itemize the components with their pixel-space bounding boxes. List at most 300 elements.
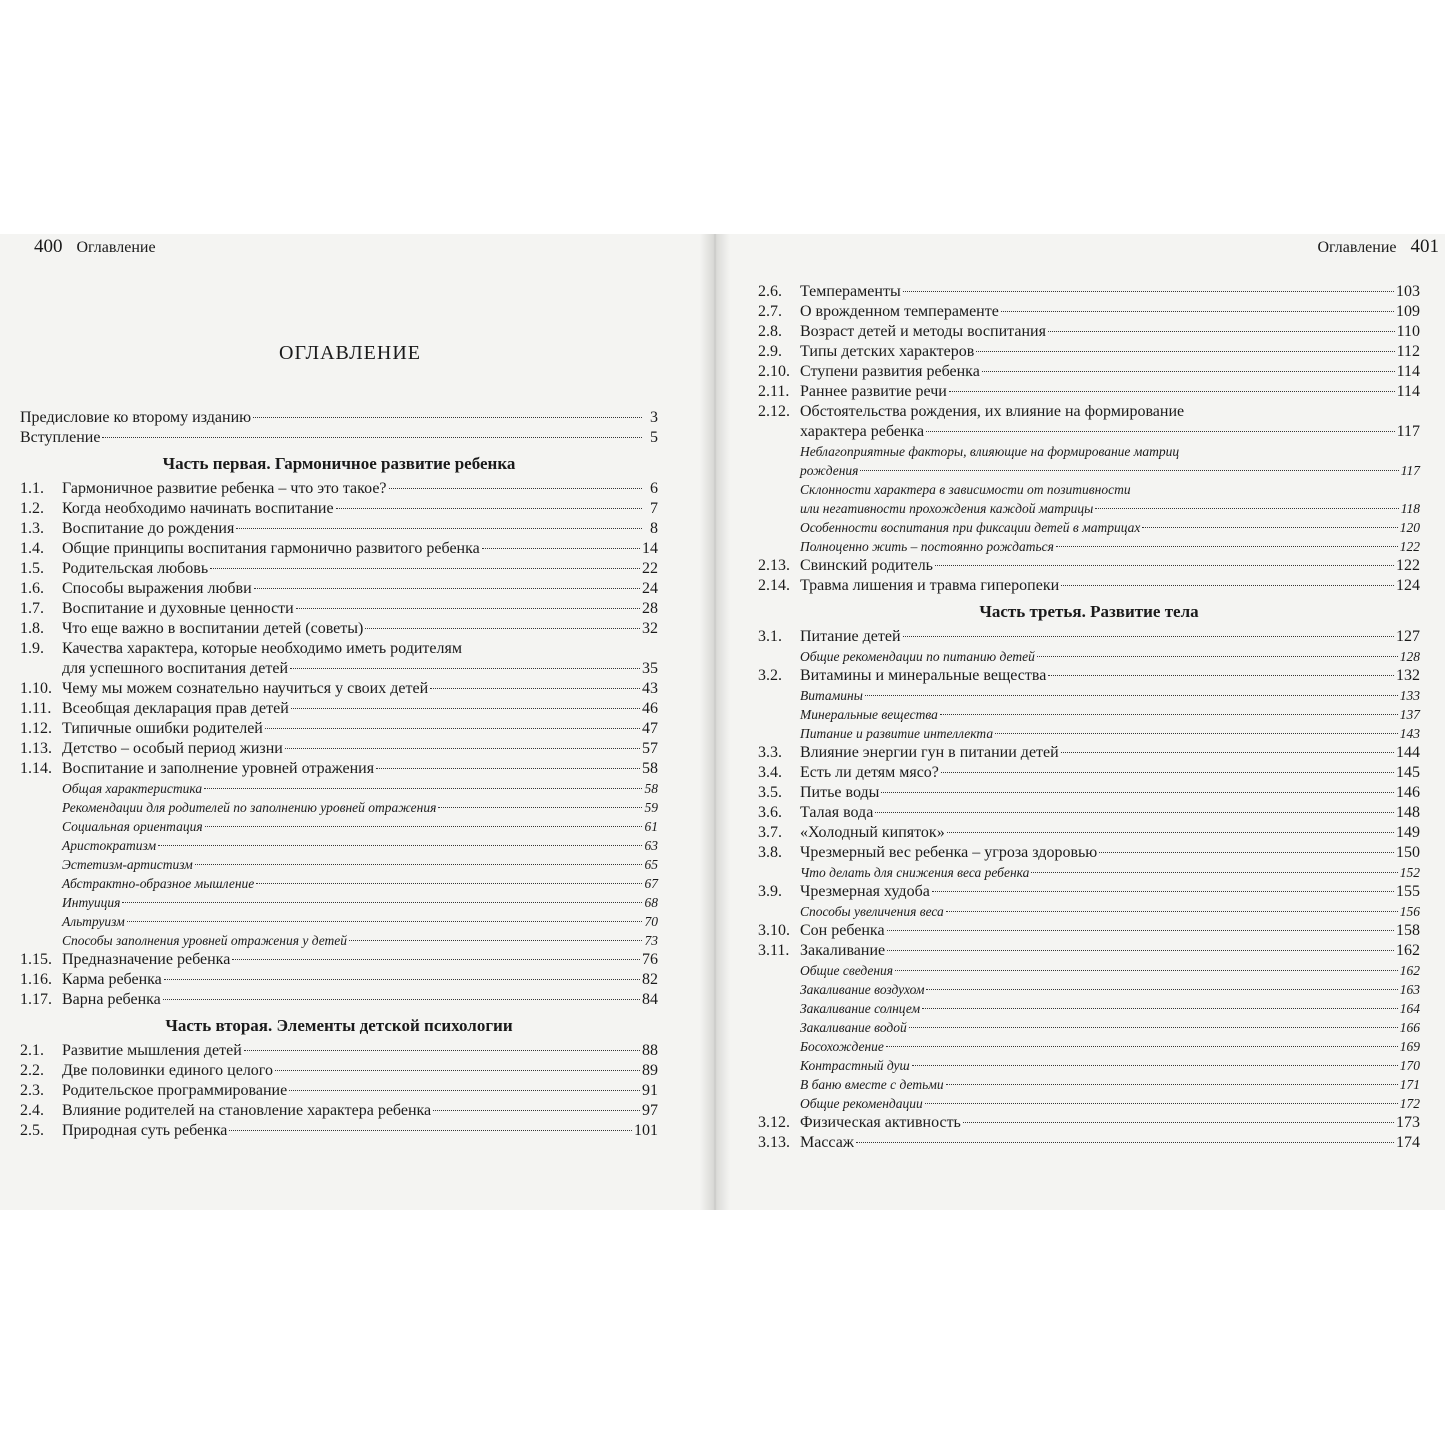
dot-leader xyxy=(232,959,640,960)
entry-page: 43 xyxy=(642,680,658,697)
entry-number: 2.1. xyxy=(20,1042,44,1059)
entry-page: 61 xyxy=(644,819,658,834)
entry-page: 172 xyxy=(1399,1096,1420,1111)
entry-page: 163 xyxy=(1399,982,1420,997)
toc-entry xyxy=(20,499,658,519)
entry-title: Общие рекомендации по питанию детей xyxy=(800,649,1035,664)
toc-subentry xyxy=(758,518,1420,537)
toc-entry xyxy=(20,559,658,579)
entry-page: 137 xyxy=(1399,707,1420,722)
entry-page: 82 xyxy=(642,971,658,988)
dot-leader xyxy=(935,565,1394,566)
toc-subentry xyxy=(758,961,1420,980)
entry-number: 2.11. xyxy=(758,383,790,400)
entry-title: Чрезмерный вес ребенка – угроза здоровью xyxy=(800,844,1098,861)
toc-entry xyxy=(20,699,658,719)
toc-subentry xyxy=(20,893,658,912)
toc-entry xyxy=(20,990,658,1010)
entry-page: 122 xyxy=(1396,557,1420,574)
toc-entry xyxy=(758,282,1420,302)
dot-leader xyxy=(941,772,1394,773)
entry-title: Витамины и минеральные вещества xyxy=(800,667,1047,684)
entry-number: 1.11. xyxy=(20,700,52,717)
left-toc xyxy=(20,408,658,1141)
entry-title: Обстоятельства рождения, их влияние на формирование xyxy=(800,403,1185,420)
dot-leader xyxy=(127,921,642,922)
entry-number: 3.12. xyxy=(758,1114,790,1131)
entry-page: 76 xyxy=(642,951,658,968)
dot-leader xyxy=(1001,311,1394,312)
entry-number: 2.7. xyxy=(758,303,782,320)
entry-title: Качества характера, которые необходимо иметь родителям xyxy=(62,640,462,657)
entry-title: Особенности воспитания при фиксации детей в матрицах xyxy=(800,520,1141,535)
entry-number: 3.2. xyxy=(758,667,782,684)
toc-entry xyxy=(758,302,1420,322)
entry-page: 174 xyxy=(1396,1134,1420,1151)
right-toc xyxy=(758,282,1420,1153)
entry-title: Типы детских характеров xyxy=(800,343,975,360)
entry-number: 2.12. xyxy=(758,403,790,420)
toc-entry xyxy=(20,479,658,499)
entry-number: 1.4. xyxy=(20,540,44,557)
toc-subentry xyxy=(20,836,658,855)
entry-number: 3.5. xyxy=(758,784,782,801)
dot-leader xyxy=(926,431,1395,432)
dot-leader xyxy=(932,891,1394,892)
dot-leader xyxy=(881,792,1394,793)
left-page-number: 400 xyxy=(34,236,63,257)
entry-page: 158 xyxy=(1396,922,1420,939)
entry-title: Закаливание воздухом xyxy=(800,982,925,997)
toc-subentry xyxy=(758,1075,1420,1094)
dot-leader xyxy=(995,733,1398,734)
entry-page: 58 xyxy=(644,781,658,796)
entry-page: 47 xyxy=(642,720,658,737)
entry-title: Гармоничное развитие ребенка – что это такое? xyxy=(62,480,387,497)
entry-page: 73 xyxy=(644,933,658,948)
dot-leader xyxy=(244,1050,640,1051)
entry-title: Развитие мышления детей xyxy=(62,1042,242,1059)
toc-entry xyxy=(758,627,1420,647)
entry-page: 35 xyxy=(642,660,658,677)
entry-title: Раннее развитие речи xyxy=(800,383,947,400)
dot-leader xyxy=(210,568,640,569)
entry-page: 5 xyxy=(650,429,658,446)
entry-title: Витамины xyxy=(800,688,863,703)
toc-subentry xyxy=(758,1037,1420,1056)
entry-number: 2.10. xyxy=(758,363,790,380)
entry-number: 2.4. xyxy=(20,1102,44,1119)
entry-title: Закаливание xyxy=(800,942,886,959)
toc-entry-continuation xyxy=(758,499,1420,518)
entry-page: 120 xyxy=(1399,520,1420,535)
entry-title-continuation: характера ребенка xyxy=(800,423,925,440)
toc-entry xyxy=(758,556,1420,576)
dot-leader xyxy=(254,588,640,589)
entry-title: Сон ребенка xyxy=(800,922,885,939)
entry-number: 3.11. xyxy=(758,942,790,959)
entry-page: 70 xyxy=(644,914,658,929)
entry-page: 171 xyxy=(1399,1077,1420,1092)
entry-title: Две половинки единого целого xyxy=(62,1062,273,1079)
toc-entry xyxy=(20,1061,658,1081)
dot-leader xyxy=(860,470,1398,471)
dot-leader xyxy=(1099,852,1394,853)
entry-page: 103 xyxy=(1396,283,1420,300)
entry-number: 1.6. xyxy=(20,580,44,597)
toc-entry xyxy=(20,639,658,659)
dot-leader xyxy=(1048,331,1395,332)
entry-page: 109 xyxy=(1396,303,1420,320)
entry-number: 2.2. xyxy=(20,1062,44,1079)
entry-number: 1.16. xyxy=(20,971,52,988)
dot-leader xyxy=(886,1046,1398,1047)
dot-leader xyxy=(389,488,642,489)
dot-leader xyxy=(275,1070,640,1071)
entry-title: Склонности характера в зависимости от позитивности xyxy=(800,482,1131,497)
entry-number: 3.9. xyxy=(758,883,782,900)
entry-number: 3.6. xyxy=(758,804,782,821)
toc-front-entry xyxy=(20,428,658,448)
entry-page: 14 xyxy=(642,540,658,557)
part-heading: Часть вторая. Элементы детской психологии xyxy=(165,1016,513,1035)
entry-title: Когда необходимо начинать воспитание xyxy=(62,500,334,517)
entry-page: 148 xyxy=(1396,804,1420,821)
entry-number: 1.1. xyxy=(20,480,44,497)
toc-entry xyxy=(758,382,1420,402)
entry-title: Предназначение ребенка xyxy=(62,951,231,968)
entry-page: 97 xyxy=(642,1102,658,1119)
entry-title: Воспитание до рождения xyxy=(62,520,235,537)
entry-number: 1.5. xyxy=(20,560,44,577)
entry-title: Вступление xyxy=(20,429,101,446)
entry-number: 1.9. xyxy=(20,640,44,657)
dot-leader xyxy=(1061,585,1394,586)
entry-page: 117 xyxy=(1396,423,1420,440)
toc-subentry xyxy=(758,724,1420,743)
entry-page: 132 xyxy=(1396,667,1420,684)
toc-entry xyxy=(758,921,1420,941)
entry-page: 162 xyxy=(1396,942,1420,959)
toc-subentry xyxy=(758,1094,1420,1113)
entry-number: 3.3. xyxy=(758,744,782,761)
entry-number: 2.3. xyxy=(20,1082,44,1099)
dot-leader xyxy=(122,902,642,903)
entry-title: Всеобщая декларация прав детей xyxy=(62,700,289,717)
dot-leader xyxy=(195,864,642,865)
dot-leader xyxy=(925,1103,1398,1104)
entry-page: 7 xyxy=(650,500,658,517)
entry-page: 89 xyxy=(642,1062,658,1079)
entry-number: 1.13. xyxy=(20,740,52,757)
dot-leader xyxy=(887,950,1394,951)
toc-entry xyxy=(20,950,658,970)
book-gutter xyxy=(700,234,730,1210)
dot-leader xyxy=(887,930,1394,931)
entry-title: Типичные ошибки родителей xyxy=(62,720,263,737)
entry-number: 2.14. xyxy=(758,577,790,594)
toc-entry xyxy=(758,1113,1420,1133)
toc-entry xyxy=(758,402,1420,422)
entry-title: Чрезмерная худоба xyxy=(800,883,930,900)
dot-leader xyxy=(1031,872,1397,873)
toc-entry xyxy=(758,322,1420,342)
entry-title: Травма лишения и травма гиперопеки xyxy=(800,577,1060,594)
entry-page: 133 xyxy=(1399,688,1420,703)
entry-title: Способы выражения любви xyxy=(62,580,252,597)
toc-entry xyxy=(758,783,1420,803)
toc-entry-continuation xyxy=(20,659,658,679)
entry-page: 127 xyxy=(1396,628,1420,645)
entry-page: 162 xyxy=(1399,963,1420,978)
entry-page: 128 xyxy=(1399,649,1420,664)
dot-leader xyxy=(1056,546,1398,547)
entry-number: 3.8. xyxy=(758,844,782,861)
entry-title: Карма ребенка xyxy=(62,971,162,988)
toc-entry xyxy=(20,679,658,699)
entry-title: Общие рекомендации xyxy=(800,1096,923,1111)
entry-page: 145 xyxy=(1396,764,1420,781)
toc-entry xyxy=(758,823,1420,843)
entry-title: Закаливание солнцем xyxy=(800,1001,921,1016)
entry-page: 170 xyxy=(1399,1058,1420,1073)
toc-entry xyxy=(20,539,658,559)
toc-subentry xyxy=(20,874,658,893)
entry-title: «Холодный кипяток» xyxy=(800,824,945,841)
entry-page: 114 xyxy=(1396,383,1420,400)
entry-page: 91 xyxy=(642,1082,658,1099)
entry-page: 143 xyxy=(1399,726,1420,741)
entry-page: 114 xyxy=(1396,363,1420,380)
entry-title: Неблагоприятные факторы, влияющие на формирование матриц xyxy=(800,444,1180,459)
toc-subentry xyxy=(20,931,658,950)
toc-entry xyxy=(758,342,1420,362)
entry-title: Способы заполнения уровней отражения у детей xyxy=(62,933,348,948)
dot-leader xyxy=(365,628,640,629)
entry-page: 117 xyxy=(1400,463,1420,478)
toc-entry-continuation xyxy=(758,422,1420,442)
dot-leader xyxy=(430,688,640,689)
dot-leader xyxy=(976,351,1394,352)
entry-number: 1.10. xyxy=(20,680,52,697)
entry-title: Есть ли детям мясо? xyxy=(800,764,939,781)
entry-page: 3 xyxy=(650,409,658,426)
toc-entry xyxy=(758,882,1420,902)
entry-title: Физическая активность xyxy=(800,1114,961,1131)
entry-page: 164 xyxy=(1399,1001,1420,1016)
dot-leader xyxy=(963,1122,1394,1123)
entry-title: Чему мы можем сознательно научиться у своих детей xyxy=(62,680,429,697)
entry-title: Социальная ориентация xyxy=(62,819,203,834)
right-page xyxy=(730,234,1445,1210)
toc-entry xyxy=(20,579,658,599)
dot-leader xyxy=(1061,752,1394,753)
entry-title-continuation: рождения xyxy=(800,463,859,478)
toc-entry xyxy=(758,1133,1420,1153)
entry-title: Закаливание водой xyxy=(800,1020,907,1035)
dot-leader xyxy=(903,636,1394,637)
entry-page: 88 xyxy=(642,1042,658,1059)
entry-title: Полноценно жить – постоянно рождаться xyxy=(800,539,1054,554)
entry-title: Темпераменты xyxy=(800,283,901,300)
toc-entry xyxy=(20,519,658,539)
entry-title: Питание и развитие интеллекта xyxy=(800,726,994,741)
toc-entry xyxy=(758,576,1420,596)
entry-title: Питание детей xyxy=(800,628,901,645)
toc-subentry xyxy=(20,912,658,931)
toc-entry xyxy=(758,763,1420,783)
entry-number: 1.3. xyxy=(20,520,44,537)
entry-title: Влияние энергии гун в питании детей xyxy=(800,744,1059,761)
dot-leader xyxy=(438,807,642,808)
entry-title: Воспитание и заполнение уровней отражения xyxy=(62,760,375,777)
toc-entry xyxy=(758,843,1420,863)
entry-title: Альтруизм xyxy=(62,914,125,929)
toc-subentry xyxy=(758,999,1420,1018)
toc-subentry xyxy=(758,686,1420,705)
right-page-number: 401 xyxy=(1410,236,1439,257)
entry-page: 166 xyxy=(1399,1020,1420,1035)
entry-page: 22 xyxy=(642,560,658,577)
entry-number: 1.8. xyxy=(20,620,44,637)
toc-subentry xyxy=(758,442,1420,461)
dot-leader xyxy=(903,291,1394,292)
entry-number: 1.7. xyxy=(20,600,44,617)
entry-title: Питье воды xyxy=(800,784,880,801)
dot-leader xyxy=(163,999,640,1000)
entry-title: Что еще важно в воспитании детей (советы) xyxy=(62,620,364,637)
dot-leader xyxy=(875,812,1394,813)
dot-leader xyxy=(376,768,640,769)
entry-title: Природная суть ребенка xyxy=(62,1122,228,1139)
entry-page: 58 xyxy=(642,760,658,777)
entry-title: Талая вода xyxy=(800,804,874,821)
entry-page: 57 xyxy=(642,740,658,757)
dot-leader xyxy=(285,748,640,749)
toc-entry xyxy=(20,739,658,759)
entry-title: О врожденном темпераменте xyxy=(800,303,999,320)
entry-page: 112 xyxy=(1396,343,1420,360)
entry-number: 3.4. xyxy=(758,764,782,781)
right-running-header xyxy=(1317,236,1439,258)
entry-title: Абстрактно-образное мышление xyxy=(62,876,255,891)
entry-title: Детство – особый период жизни xyxy=(62,740,283,757)
entry-page: 118 xyxy=(1400,501,1420,516)
entry-page: 68 xyxy=(644,895,658,910)
entry-title: В баню вместе с детьми xyxy=(800,1077,944,1092)
toc-entry xyxy=(20,719,658,739)
toc-entry xyxy=(758,743,1420,763)
entry-title: Интуиция xyxy=(62,895,121,910)
toc-entry xyxy=(20,619,658,639)
toc-subentry xyxy=(758,1056,1420,1075)
entry-page: 59 xyxy=(644,800,658,815)
dot-leader xyxy=(1142,527,1397,528)
left-running-header xyxy=(34,236,156,258)
entry-page: 146 xyxy=(1396,784,1420,801)
dot-leader xyxy=(865,695,1398,696)
right-running-title: Оглавление xyxy=(1317,239,1397,256)
part-heading: Часть третья. Развитие тела xyxy=(979,602,1199,621)
dot-leader xyxy=(949,391,1395,392)
entry-page: 124 xyxy=(1396,577,1420,594)
entry-title-continuation: или негативности прохождения каждой матрицы xyxy=(800,501,1094,516)
left-running-title: Оглавление xyxy=(76,239,156,256)
entry-number: 3.1. xyxy=(758,628,782,645)
part-heading: Часть первая. Гармоничное развитие ребенка xyxy=(162,454,516,473)
entry-title: Влияние родителей на становление характера ребенка xyxy=(62,1102,432,1119)
dot-leader xyxy=(895,970,1398,971)
toc-entry xyxy=(758,803,1420,823)
dot-leader xyxy=(856,1142,1394,1143)
entry-page: 6 xyxy=(650,480,658,497)
entry-number: 1.14. xyxy=(20,760,52,777)
dot-leader xyxy=(946,911,1398,912)
toc-title: ОГЛАВЛЕНИЕ xyxy=(279,342,421,364)
entry-page: 46 xyxy=(642,700,658,717)
entry-page: 149 xyxy=(1396,824,1420,841)
entry-number: 3.7. xyxy=(758,824,782,841)
dot-leader xyxy=(909,1027,1398,1028)
dot-leader xyxy=(922,1008,1398,1009)
dot-leader xyxy=(229,1130,632,1131)
entry-page: 150 xyxy=(1396,844,1420,861)
toc-entry xyxy=(20,599,658,619)
entry-page: 173 xyxy=(1396,1114,1420,1131)
toc-subentry xyxy=(758,902,1420,921)
dot-leader xyxy=(946,1084,1398,1085)
entry-number: 2.5. xyxy=(20,1122,44,1139)
left-page xyxy=(0,234,700,1210)
entry-title: Способы увеличения веса xyxy=(800,904,944,919)
toc-subentry xyxy=(758,647,1420,666)
entry-title: Эстетизм-артистизм xyxy=(62,857,193,872)
toc-entry xyxy=(758,941,1420,961)
toc-entry-continuation xyxy=(758,461,1420,480)
entry-title: Родительское программирование xyxy=(62,1082,288,1099)
entry-title: Аристократизм xyxy=(62,838,157,853)
entry-number: 3.10. xyxy=(758,922,790,939)
dot-leader xyxy=(336,508,642,509)
entry-page: 155 xyxy=(1396,883,1420,900)
entry-title: Ступени развития ребенка xyxy=(800,363,980,380)
entry-number: 2.9. xyxy=(758,343,782,360)
book-spread xyxy=(0,234,1445,1210)
toc-subentry xyxy=(758,705,1420,724)
entry-title: Общие принципы воспитания гармонично развитого ребенка xyxy=(62,540,480,557)
entry-number: 1.2. xyxy=(20,500,44,517)
entry-page: 67 xyxy=(644,876,658,891)
dot-leader xyxy=(926,989,1397,990)
entry-page: 24 xyxy=(642,580,658,597)
toc-subentry xyxy=(20,798,658,817)
dot-leader xyxy=(940,714,1398,715)
toc-entry xyxy=(758,362,1420,382)
dot-leader xyxy=(433,1110,640,1111)
toc-subentry xyxy=(20,817,658,836)
entry-page: 63 xyxy=(644,838,658,853)
toc-subentry xyxy=(20,779,658,798)
entry-title: Общая характеристика xyxy=(62,781,203,796)
entry-page: 32 xyxy=(642,620,658,637)
entry-title: Босохождение xyxy=(800,1039,884,1054)
entry-number: 1.17. xyxy=(20,991,52,1008)
entry-page: 156 xyxy=(1399,904,1420,919)
dot-leader xyxy=(1037,656,1398,657)
entry-title: Предисловие ко второму изданию xyxy=(20,409,252,426)
dot-leader xyxy=(290,668,640,669)
dot-leader xyxy=(482,548,640,549)
